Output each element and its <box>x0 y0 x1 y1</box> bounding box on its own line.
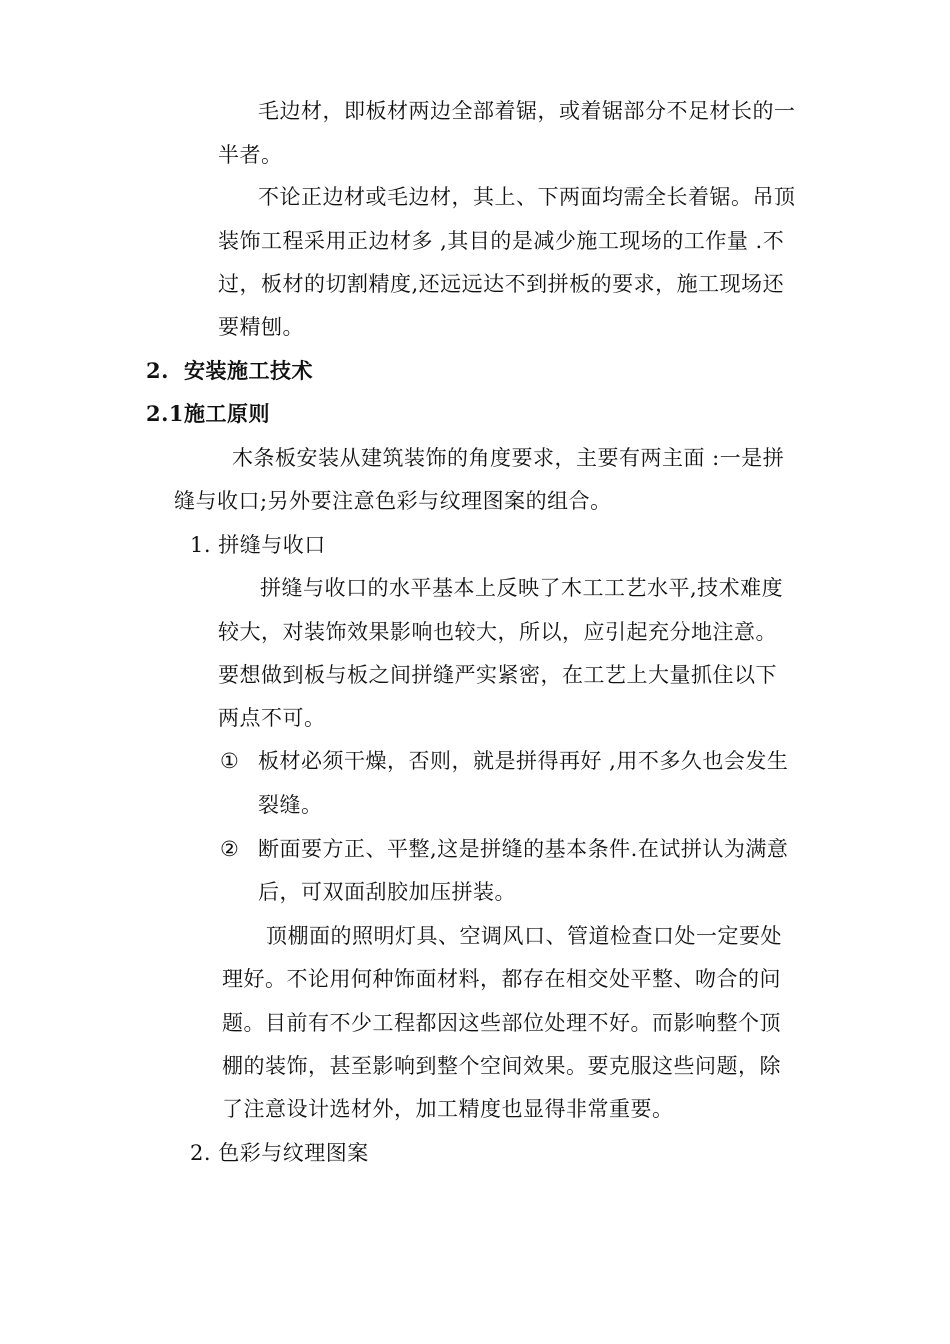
section-number: 2. <box>146 358 169 383</box>
paragraph-line: 了注意设计选材外，加工精度也显得非常重要。 <box>222 1097 674 1121</box>
paragraph-line: 不论正边材或毛边材，其上、下两面均需全长着锯。吊顶 <box>258 185 796 209</box>
list-item-heading: 2. 色彩与纹理图案 <box>190 1141 369 1165</box>
section-heading <box>146 356 313 386</box>
paragraph-line: 要精刨。 <box>218 315 304 339</box>
paragraph-line: 拼缝与收口的水平基本上反映了木工工艺水平,技术难度 <box>260 576 784 600</box>
paragraph-line: 木条板安装从建筑装饰的角度要求，主要有两主面 :一是拼 <box>232 446 785 470</box>
circled-list-marker: ① <box>220 749 240 773</box>
paragraph-line: 顶棚面的照明灯具、空调风口、管道检查口处一定要处 <box>266 924 782 948</box>
paragraph-line: 过，板材的切割精度,还远远达不到拼板的要求，施工现场还 <box>218 272 785 296</box>
subsection-title: 施工原则 <box>184 401 270 426</box>
paragraph-line: 要想做到板与板之间拼缝严实紧密，在工艺上大量抓住以下 <box>218 663 777 687</box>
section-title: 安装施工技术 <box>184 358 313 383</box>
paragraph-line: 半者。 <box>218 143 283 167</box>
paragraph-line: 题。目前有不少工程都因这些部位处理不好。而影响整个顶 <box>222 1011 781 1035</box>
list-item-heading: 1. 拼缝与收口 <box>190 533 326 557</box>
paragraph-line: 两点不可。 <box>218 706 326 730</box>
subsection-heading <box>146 399 270 429</box>
paragraph-line: 装饰工程采用正边材多 ,其目的是减少施工现场的工作量 .不 <box>218 229 785 253</box>
paragraph-line: 理好。不论用何种饰面材料，都存在相交处平整、吻合的问 <box>222 967 781 991</box>
paragraph-line: 断面要方正、平整,这是拼缝的基本条件.在试拼认为满意 <box>258 837 789 861</box>
paragraph-line: 缝与收口;另外要注意色彩与纹理图案的组合。 <box>174 489 612 513</box>
paragraph-line: 裂缝。 <box>258 793 323 817</box>
paragraph-line: 板材必须干燥，否则，就是拼得再好 ,用不多久也会发生 <box>258 749 789 773</box>
paragraph-line: 毛边材，即板材两边全部着锯，或着锯部分不足材长的一 <box>258 99 796 123</box>
paragraph-line: 较大，对装饰效果影响也较大，所以，应引起充分地注意。 <box>218 620 777 644</box>
circled-list-marker: ② <box>220 837 240 861</box>
subsection-number: 2.1 <box>146 401 185 426</box>
paragraph-line: 棚的装饰，甚至影响到整个空间效果。要克服这些问题，除 <box>222 1054 781 1078</box>
paragraph-line: 后，可双面刮胶加压拼装。 <box>258 880 516 904</box>
